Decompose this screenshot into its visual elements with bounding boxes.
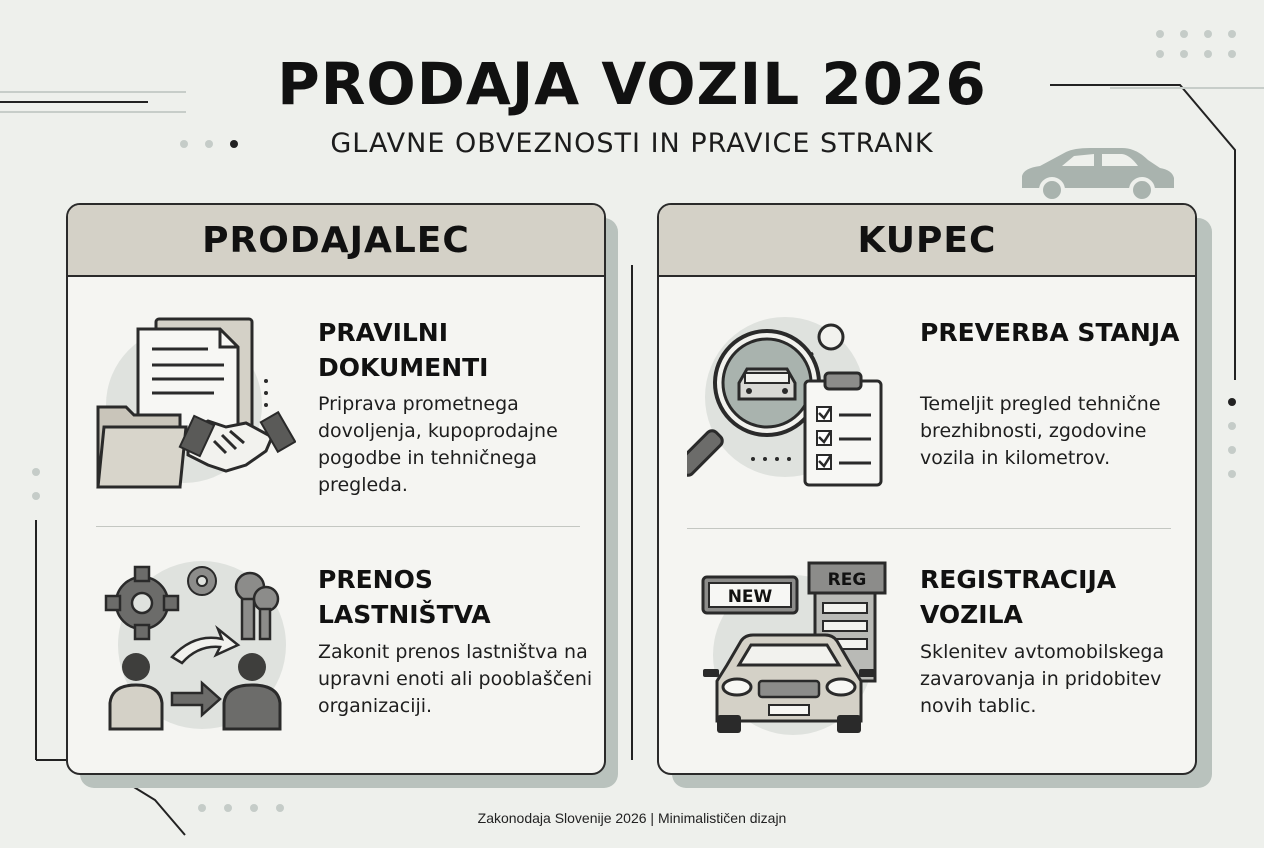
page-title: PRODAJA VOZIL 2026 [277, 50, 987, 118]
item-title: REGISTRACIJA VOZILA [920, 565, 1117, 629]
item-title: PREVERBA STANJA [920, 318, 1180, 347]
documents-handshake-icon [96, 315, 296, 495]
inspection-magnifier-icon [687, 317, 897, 497]
decor-dot [1156, 30, 1164, 38]
badge-new: NEW [727, 587, 773, 607]
decor-dot [1228, 398, 1236, 406]
decor-dot [1228, 30, 1236, 38]
seller-heading: PRODAJALEC [68, 205, 604, 277]
footer-text: Zakonodaja Slovenije 2026 | Minimalističen dizajn [477, 810, 787, 826]
decor-dot [1228, 470, 1236, 478]
item-text: Sklenitev avtomobilskega zavarovanja in pridobitev novih tablic. [920, 641, 1165, 717]
decor-dot [32, 468, 40, 476]
registration-car-icon [697, 559, 897, 739]
ownership-transfer-icon [102, 557, 302, 733]
item-title: PRAVILNI DOKUMENTI [318, 318, 489, 382]
decor-dot [1204, 30, 1212, 38]
seller-panel [66, 203, 606, 775]
decor-dot [1228, 422, 1236, 430]
item-text: Temeljit pregled tehnične brezhibnosti, zgodovine vozila in kilometrov. [920, 393, 1161, 469]
decor-dot [1180, 30, 1188, 38]
badge-reg: REG [827, 570, 867, 590]
item-text: Zakonit prenos lastništva na upravni enoti ali pooblaščeni organizaciji. [318, 641, 593, 717]
page-subtitle: GLAVNE OBVEZNOSTI IN PRAVICE STRANK [330, 128, 934, 159]
divider [96, 526, 580, 527]
decor-dot [1228, 446, 1236, 454]
decor-dot [32, 492, 40, 500]
item-title: PRENOS LASTNIŠTVA [318, 565, 491, 629]
buyer-panel [657, 203, 1197, 775]
buyer-heading: KUPEC [659, 205, 1195, 277]
divider [687, 528, 1171, 529]
item-text: Priprava prometnega dovoljenja, kupoprodajne pogodbe in tehničnega pregleda. [318, 393, 558, 496]
